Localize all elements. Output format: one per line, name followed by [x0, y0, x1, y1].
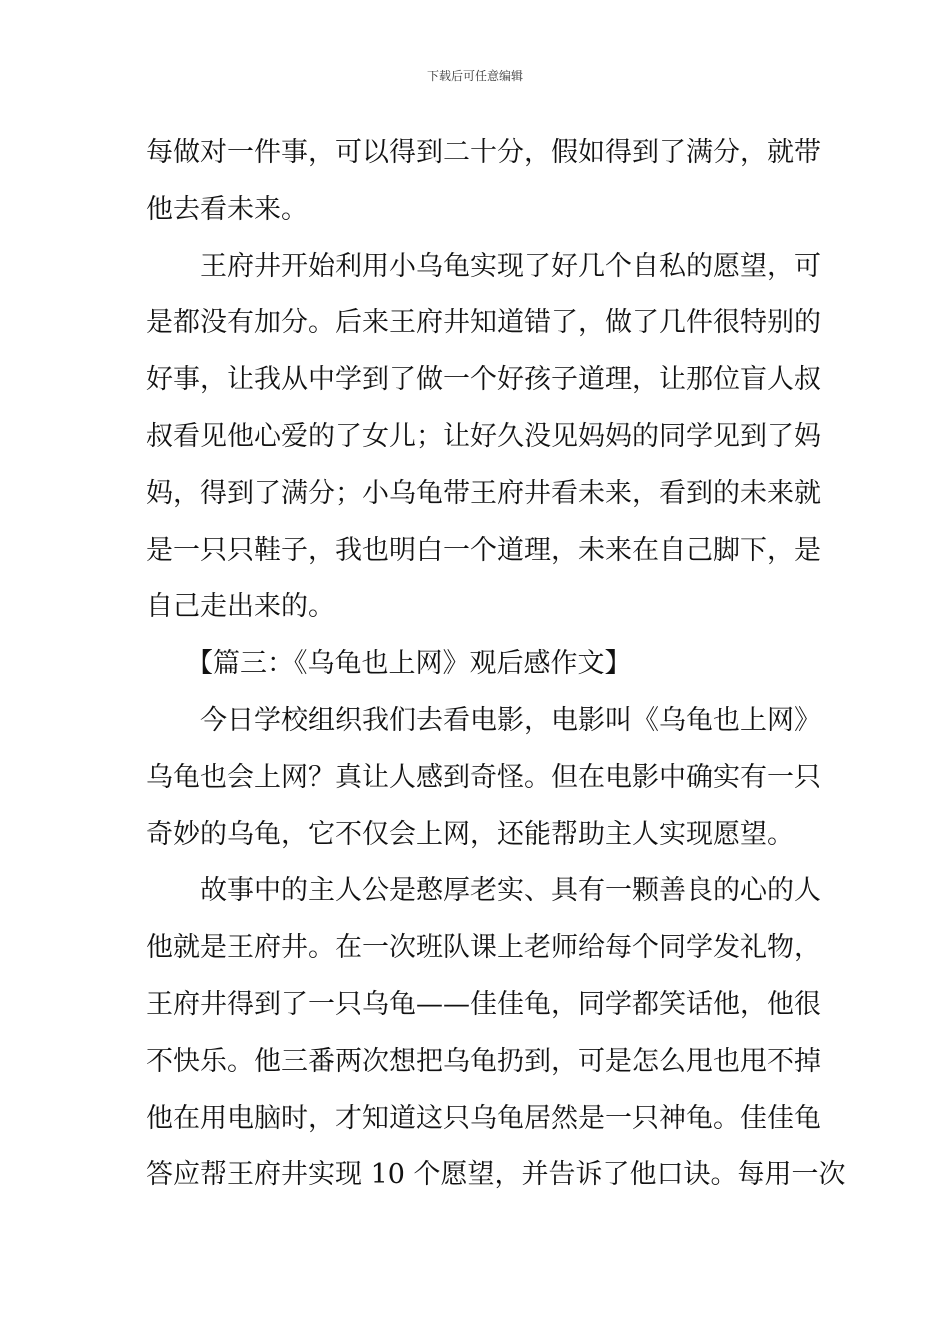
- section-heading: 【篇三：《乌龟也上网》观后感作文】: [186, 648, 632, 680]
- text-line: 是一只只鞋子，我也明白一个道理，未来在自己脚下，是: [146, 534, 821, 566]
- text-line: 答应帮王府井实现 10 个愿望，并告诉了他口诀。每用一次: [146, 1159, 846, 1191]
- text-line: 他在用电脑时，才知道这只乌龟居然是一只神龟。佳佳龟: [146, 1102, 821, 1134]
- paragraph-start-line: 王府井开始利用小乌龟实现了好几个自私的愿望，可: [200, 250, 821, 282]
- text-line: 他就是王府井。在一次班队课上老师给每个同学发礼物，: [146, 932, 821, 964]
- text-line: 好事，让我从中学到了做一个好孩子道理，让那位盲人叔: [146, 364, 821, 396]
- text-line: 每做对一件事，可以得到二十分，假如得到了满分，就带: [146, 137, 821, 168]
- text-line: 他去看未来。: [146, 193, 308, 225]
- text-line: 自己走出来的。: [146, 591, 335, 623]
- text-line: 奇妙的乌龟，它不仅会上网，还能帮助主人实现愿望。: [146, 818, 794, 850]
- paragraph-start-line: 故事中的主人公是憨厚老实、具有一颗善良的心的人: [200, 875, 821, 907]
- document-body: [146, 125, 846, 1204]
- text-line: 是都没有加分。后来王府井知道错了，做了几件很特别的: [146, 307, 821, 339]
- text-line: 王府井得到了一只乌龟——佳佳龟，同学都笑话他，他很: [146, 988, 821, 1020]
- text-line: 妈，得到了满分；小乌龟带王府井看未来，看到的未来就: [146, 477, 821, 509]
- text-line: 不快乐。他三番两次想把乌龟扔到，可是怎么甩也甩不掉: [146, 1045, 821, 1077]
- text-line: 叔看见他心爱的了女儿；让好久没见妈妈的同学见到了妈: [146, 420, 821, 452]
- text-line: 乌龟也会上网？真让人感到奇怪。但在电影中确实有一只: [146, 761, 821, 793]
- paragraph-start-line: 今日学校组织我们去看电影，电影叫《乌龟也上网》: [200, 704, 821, 736]
- page-header: 下载后可任意编辑: [426, 69, 523, 83]
